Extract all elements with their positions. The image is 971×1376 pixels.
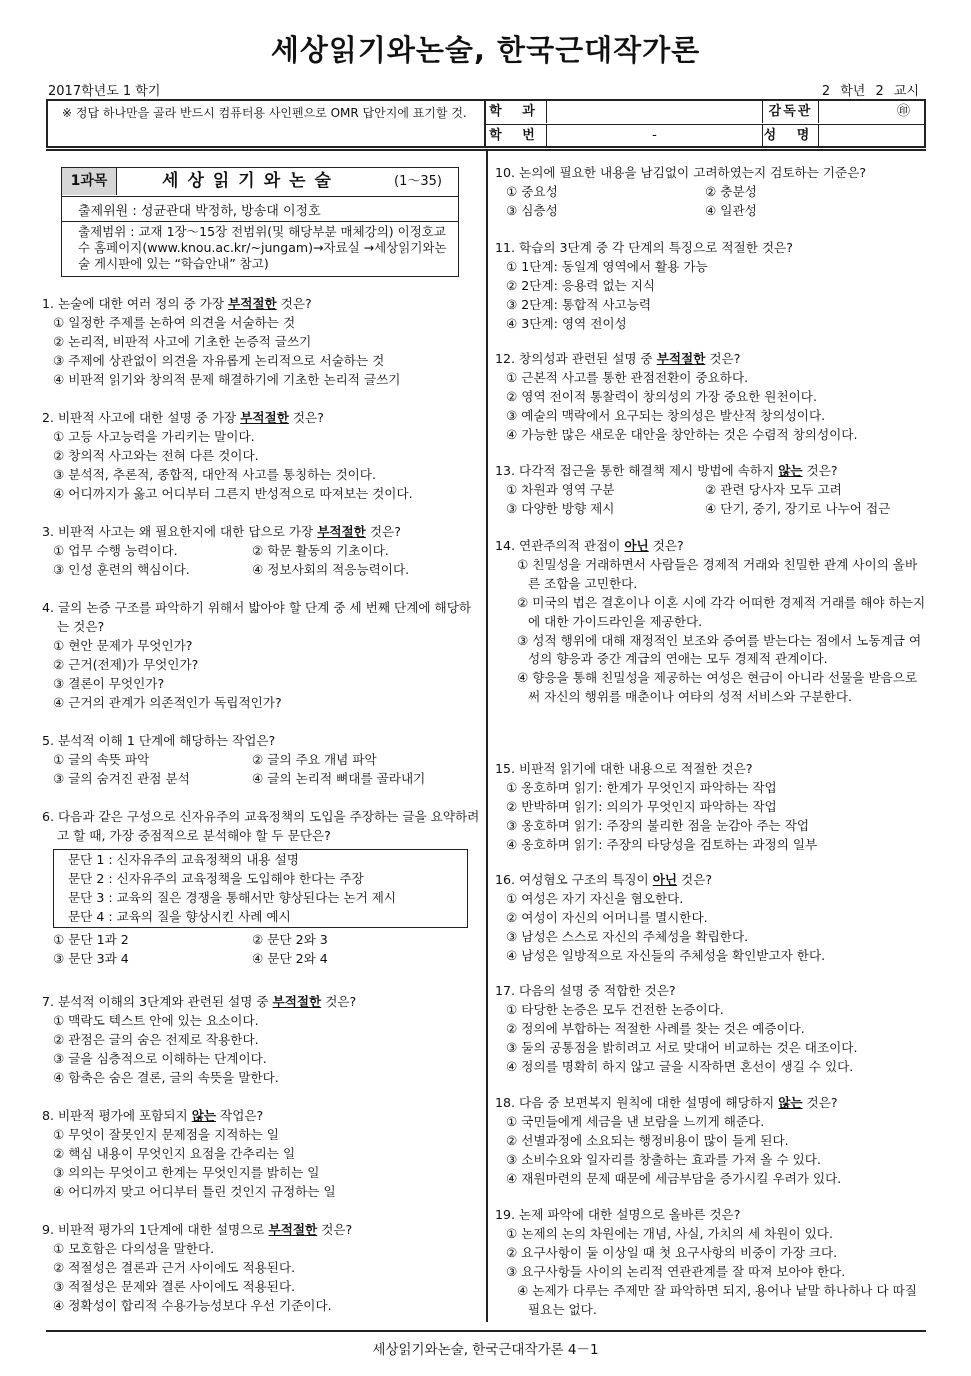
subject-scope: 출제범위 : 교재 1장～15장 전범위(및 해당부분 매체강의) 이정호교수 홈페이지(www.knou.ac.kr/~jungam)→자료실 →세상읽기와논술 게시판에 있는 “학습안내” 참고) xyxy=(78,224,447,271)
option-3[interactable]: ③ 의의는 무엇이고 한계는 무엇인지를 밝히는 일 xyxy=(53,1164,320,1180)
option-1[interactable]: ① 여성은 자기 자신을 혐오한다. xyxy=(506,890,684,906)
option-3[interactable]: ③ 옹호하며 읽기: 주장의 불리한 점을 눈감아 주는 작업 xyxy=(506,817,810,833)
question-9 xyxy=(42,1221,480,1316)
option-2[interactable]: ② 창의적 사고와는 전혀 다른 것이다. xyxy=(53,447,259,463)
option-4[interactable]: ④ 근거의 관계가 의존적인가 독립적인가? xyxy=(53,694,282,710)
question-stem-end: 것은? xyxy=(317,1222,353,1237)
question-4 xyxy=(42,599,480,712)
option-2[interactable]: ② 여성이 자신의 어머니를 멸시한다. xyxy=(506,909,708,925)
option-2[interactable]: ② 문단 2와 3 xyxy=(252,932,328,948)
option-4[interactable]: ④ 문단 2와 4 xyxy=(252,951,328,967)
question-stem: 15. 비판적 읽기에 대한 내용으로 적절한 것은? xyxy=(495,761,753,776)
year-term: 2017학년도 1 학기 xyxy=(48,84,161,99)
question-stem: 3. 비판적 사고는 왜 필요한지에 대한 답으로 가장 xyxy=(42,524,318,539)
option-2[interactable]: ② 관련 당사자 모두 고려 xyxy=(705,481,842,497)
option-2[interactable]: ② 논리적, 비판적 사고에 기초한 논증적 글쓰기 xyxy=(53,333,312,349)
question-7 xyxy=(42,993,480,1088)
option-2[interactable]: ② 충분성 xyxy=(705,183,757,199)
question-emphasis: 부적절한 xyxy=(268,1222,318,1237)
option-1[interactable]: ① 근본적 사고를 통한 관점전환이 중요하다. xyxy=(506,369,749,385)
option-2[interactable]: ② 선별과정에 소요되는 행정비용이 많이 들게 된다. xyxy=(506,1132,789,1148)
exam-title: 세상읽기와논술, 한국근대작가론 xyxy=(270,33,701,67)
option-4[interactable]: ④ 글의 논리적 뼈대를 골라내기 xyxy=(252,770,426,786)
question-18 xyxy=(495,1094,927,1189)
option-1[interactable]: ① 문단 1과 2 xyxy=(53,932,129,948)
option-2[interactable]: ② 2단계: 응용력 없는 지식 xyxy=(506,277,656,293)
option-1[interactable]: ① 옹호하며 읽기: 한계가 무엇인지 파악하는 작업 xyxy=(506,779,777,795)
seal-mark: ㊞ xyxy=(896,104,910,119)
question-emphasis: 부적절한 xyxy=(228,296,277,311)
option-4[interactable]: ④ 비판적 읽기와 창의적 문제 해결하기에 기초한 논리적 글쓰기 xyxy=(53,371,401,387)
option-2[interactable]: ② 글의 주요 개념 파악 xyxy=(252,751,377,767)
question-emphasis: 부적절한 xyxy=(272,994,322,1009)
answer-header-box xyxy=(46,99,926,148)
student-id-label: 학 번 xyxy=(489,128,543,143)
question-11 xyxy=(495,239,927,334)
question-19 xyxy=(495,1206,927,1319)
question-stem-end: 것은? xyxy=(802,1095,838,1110)
question-stem: 12. 창의성과 관련된 설명 중 xyxy=(495,351,657,366)
question-stem: 10. 논의에 필요한 내용을 남김없이 고려하였는지 검토하는 기준은? xyxy=(495,165,867,180)
option-3[interactable]: ③ 소비수요와 일자리를 창출하는 효과를 가져 올 수 있다. xyxy=(506,1151,821,1167)
question-stem-end: 것은? xyxy=(276,296,312,311)
question-stem: 18. 다음 중 보편복지 원칙에 대한 설명에 해당하지 xyxy=(495,1095,779,1110)
question-stem-end: 것은? xyxy=(802,463,838,478)
question-stem-end: 것은? xyxy=(705,351,741,366)
option-4[interactable]: ④ 향응을 통해 친밀성을 제공하는 여성은 현금이 아니라 선물을 받음으로써 자신의 행위를 매춘이나 여타의 성적 서비스와 구분한다. xyxy=(517,670,918,705)
option-1[interactable]: ① 국민들에게 세금을 낸 보람을 느끼게 해준다. xyxy=(506,1113,765,1129)
option-4[interactable]: ④ 일관성 xyxy=(705,202,757,218)
passage-line: 문단 3 : 교육의 질은 경쟁을 통해서만 향상된다는 논거 제시 xyxy=(68,889,397,905)
subject-number: 1과목 xyxy=(62,168,117,195)
option-2[interactable]: ② 관점은 글의 숨은 전제로 작용한다. xyxy=(53,1031,259,1047)
question-10 xyxy=(495,164,927,221)
name-label: 성 명 xyxy=(762,125,818,147)
passage-line: 문단 2 : 신자유주의 교육정책을 도입해야 한다는 주장 xyxy=(68,870,364,886)
option-4[interactable]: ④ 재원마련의 문제 때문에 세금부담을 증가시킬 우려가 있다. xyxy=(506,1170,842,1186)
option-4[interactable]: ④ 옹호하며 읽기: 주장의 타당성을 검토하는 과정의 일부 xyxy=(506,836,818,852)
question-emphasis: 부적절한 xyxy=(240,410,289,425)
question-8 xyxy=(42,1107,480,1202)
option-4[interactable]: ④ 남성은 일방적으로 자신들의 주체성을 확인받고자 한다. xyxy=(506,947,826,963)
option-4[interactable]: ④ 정확성이 합리적 수용가능성보다 우선 기준이다. xyxy=(53,1297,332,1313)
subject-authors: 출제위원 : 성균관대 박정하, 방송대 이정호 xyxy=(78,204,321,219)
question-stem: 16. 여성혐오 구조의 특징이 xyxy=(495,872,653,887)
question-3 xyxy=(42,523,480,580)
question-emphasis: 않는 xyxy=(778,463,803,478)
passage-line: 문단 4 : 교육의 질을 향상시킨 사례 예시 xyxy=(68,908,291,924)
question-5 xyxy=(42,732,480,789)
question-stem-end: 것은? xyxy=(365,524,401,539)
option-4[interactable]: ④ 어디까지 맞고 어디부터 틀린 것인지 규정하는 일 xyxy=(53,1183,336,1199)
question-1 xyxy=(42,295,480,390)
option-2[interactable]: ② 정의에 부합하는 적절한 사례를 찾는 것은 예증이다. xyxy=(506,1020,805,1036)
option-1[interactable]: ① 고등 사고능력을 가리키는 말이다. xyxy=(53,428,255,444)
option-3[interactable]: ③ 결론이 무엇인가? xyxy=(53,675,165,691)
question-emphasis: 아닌 xyxy=(624,538,649,553)
question-stem: 5. 분석적 이해 1 단계에 해당하는 작업은? xyxy=(42,733,276,748)
question-6 xyxy=(42,808,480,969)
footer-divider xyxy=(46,1330,926,1332)
passage-line: 문단 1 : 신자유주의 교육정책의 내용 설명 xyxy=(68,851,299,867)
option-3[interactable]: ③ 예술의 맥락에서 요구되는 창의성은 발산적 창의성이다. xyxy=(506,407,826,423)
question-emphasis: 부적절한 xyxy=(656,351,706,366)
dept-field[interactable] xyxy=(546,101,762,123)
dept-label: 학 과 xyxy=(489,104,543,119)
question-emphasis: 아닌 xyxy=(652,872,678,887)
option-4[interactable]: ④ 3단계: 영역 전이성 xyxy=(506,315,627,331)
question-stem-end: 것은? xyxy=(648,538,684,553)
question-13 xyxy=(495,462,927,519)
question-16 xyxy=(495,871,927,966)
question-emphasis: 부적절한 xyxy=(317,524,366,539)
question-stem-end: 것은? xyxy=(288,410,324,425)
option-3[interactable]: ③ 다양한 방향 제시 xyxy=(506,500,615,516)
option-3[interactable]: ③ 글을 심층적으로 이해하는 단계이다. xyxy=(53,1050,267,1066)
student-id-dash: - xyxy=(652,128,657,143)
question-stem-end: 작업은? xyxy=(216,1108,264,1123)
option-4[interactable]: ④ 논제가 다루는 주제만 잘 파악하면 되지, 용어나 낱말 하나하나 다 따질 필요는 없다. xyxy=(517,1282,917,1317)
option-1[interactable]: ① 맥락도 텍스트 안에 있는 요소이다. xyxy=(53,1012,259,1028)
question-emphasis: 않는 xyxy=(191,1108,217,1123)
option-4[interactable]: ④ 어디까지가 옳고 어디부터 그른지 반성적으로 따져보는 것이다. xyxy=(53,485,413,501)
subject-name: 세상읽기와논술 xyxy=(162,171,340,191)
option-2[interactable]: ② 적절성은 결론과 근거 사이에도 적용된다. xyxy=(53,1259,296,1275)
option-4[interactable]: ④ 정보사회의 적응능력이다. xyxy=(252,561,410,577)
option-3[interactable]: ③ 적절성은 문제와 결론 사이에도 적용된다. xyxy=(53,1278,296,1294)
question-stem: 19. 논제 파악에 대한 설명으로 올바른 것은? xyxy=(495,1207,741,1222)
option-3[interactable]: ③ 글의 숨겨진 관점 분석 xyxy=(53,770,190,786)
name-field[interactable] xyxy=(818,125,924,147)
question-stem: 17. 다음의 설명 중 적합한 것은? xyxy=(495,983,676,998)
option-3[interactable]: ③ 2단계: 통합적 사고능력 xyxy=(506,296,652,312)
subject-separator xyxy=(62,221,458,222)
option-1[interactable]: ① 글의 속뜻 파악 xyxy=(53,751,150,767)
question-stem-end: 것은? xyxy=(321,994,357,1009)
supervisor-label: 감독관 xyxy=(762,101,818,123)
page-footer: 세상읽기와논술, 한국근대작가론 4－1 xyxy=(372,1342,599,1358)
question-stem: 2. 비판적 사고에 대한 설명 중 가장 xyxy=(42,410,241,425)
question-12 xyxy=(495,350,927,445)
option-2[interactable]: ② 근거(전제)가 무엇인가? xyxy=(53,656,199,672)
subject-range: (1～35) xyxy=(394,174,442,189)
option-1[interactable]: ① 논제의 논의 차원에는 개념, 사실, 가치의 세 차원이 있다. xyxy=(506,1225,833,1241)
option-4[interactable]: ④ 가능한 많은 새로운 대안을 창안하는 것은 수렴적 창의성이다. xyxy=(506,426,858,442)
option-1[interactable]: ① 일정한 주제를 논하여 의견을 서술하는 것 xyxy=(53,314,296,330)
student-info-grid xyxy=(486,101,924,146)
option-2[interactable]: ② 학문 활동의 기초이다. xyxy=(252,542,389,558)
option-4[interactable]: ④ 함축은 숨은 결론, 글의 속뜻을 말한다. xyxy=(53,1069,279,1085)
option-3[interactable]: ③ 성적 행위에 대해 재정적인 보조와 증여를 받는다는 점에서 노동계급 여성의 향응과 중간 계급의 연애는 모두 경제적 관계이다. xyxy=(517,632,922,667)
question-stem: 13. 다각적 접근을 통한 해결책 제시 방법에 속하지 xyxy=(495,463,779,478)
option-1[interactable]: ① 업무 수행 능력이다. xyxy=(53,542,178,558)
question-passage xyxy=(53,849,468,929)
option-2[interactable]: ② 미국의 법은 결혼이나 이혼 시에 각각 어떠한 경제적 거래를 해야 하는지에 대한 가이드라인을 제공한다. xyxy=(517,594,926,629)
option-2[interactable]: ② 핵심 내용이 무엇인지 요점을 간추리는 일 xyxy=(53,1145,296,1161)
option-4[interactable]: ④ 단기, 중기, 장기로 나누어 접근 xyxy=(705,500,891,516)
option-3[interactable]: ③ 문단 3과 4 xyxy=(53,951,129,967)
option-3[interactable]: ③ 요구사항들 사이의 논리적 연관관계를 잘 따져 보아야 한다. xyxy=(506,1263,846,1279)
option-3[interactable]: ③ 남성은 스스로 자신의 주체성을 확립한다. xyxy=(506,928,749,944)
student-id-field[interactable] xyxy=(546,125,762,147)
question-2 xyxy=(42,409,480,504)
option-1[interactable]: ① 모호함은 다의성을 말한다. xyxy=(53,1240,215,1256)
option-1[interactable]: ① 타당한 논증은 모두 건전한 논증이다. xyxy=(506,1001,724,1017)
question-stem: 4. 글의 논증 구조를 파악하기 위해서 밟아야 할 단계 중 세 번째 단계에 해당하는 것은? xyxy=(42,600,472,634)
question-15 xyxy=(495,760,927,855)
option-1[interactable]: ① 중요성 xyxy=(506,183,558,199)
question-14 xyxy=(495,537,927,707)
question-stem-end: 것은? xyxy=(677,872,713,887)
option-4[interactable]: ④ 정의를 명확히 하지 않고 글을 시작하면 혼선이 생길 수 있다. xyxy=(506,1058,854,1074)
option-3[interactable]: ③ 둘의 공통점을 밝히려고 서로 맞대어 비교하는 것은 대조이다. xyxy=(506,1039,858,1055)
question-stem: 9. 비판적 평가의 1단계에 대한 설명으로 xyxy=(42,1222,269,1237)
question-stem: 7. 분석적 이해의 3단계와 관련된 설명 중 xyxy=(42,994,273,1009)
question-stem: 1. 논술에 대한 여러 정의 중 가장 xyxy=(42,296,229,311)
question-stem: 8. 비판적 평가에 포함되지 xyxy=(42,1108,192,1123)
column-divider xyxy=(486,149,488,1322)
option-1[interactable]: ① 1단계: 동일계 영역에서 활용 가능 xyxy=(506,258,708,274)
question-17 xyxy=(495,982,927,1077)
option-2[interactable]: ② 영역 전이적 통찰력이 창의성의 가장 중요한 원천이다. xyxy=(506,388,817,404)
option-3[interactable]: ③ 인성 훈련의 핵심이다. xyxy=(53,561,190,577)
option-2[interactable]: ② 반박하며 읽기: 의의가 무엇인지 파악하는 작업 xyxy=(506,798,777,814)
question-stem: 11. 학습의 3단계 중 각 단계의 특징으로 적절한 것은? xyxy=(495,240,793,255)
option-3[interactable]: ③ 분석적, 추론적, 종합적, 대안적 사고를 통칭하는 것이다. xyxy=(53,466,376,482)
option-3[interactable]: ③ 심층성 xyxy=(506,202,558,218)
option-2[interactable]: ② 요구사항이 둘 이상일 때 첫 요구사항의 비중이 가장 크다. xyxy=(506,1244,838,1260)
omr-notice: ※ 정답 하나만을 골라 반드시 컴퓨터용 사인펜으로 OMR 답안지에 표기할 것. xyxy=(48,101,486,146)
supervisor-field[interactable] xyxy=(818,101,924,123)
subject-header xyxy=(62,168,458,197)
option-1[interactable]: ① 무엇이 잘못인지 문제점을 지적하는 일 xyxy=(53,1126,279,1142)
option-3[interactable]: ③ 주제에 상관없이 의견을 자유롭게 논리적으로 서술하는 것 xyxy=(53,352,385,368)
option-1[interactable]: ① 차원과 영역 구분 xyxy=(506,481,615,497)
subject-box xyxy=(61,167,459,277)
question-stem: 6. 다음과 같은 구성으로 신자유주의 교육정책의 도입을 주장하는 글을 요약하려고 할 때, 가장 중점적으로 분석해야 할 두 문단은? xyxy=(42,809,480,843)
option-1[interactable]: ① 친밀성을 거래하면서 사람들은 경제적 거래와 친밀한 관계 사이의 올바른 조합을 고민한다. xyxy=(517,556,918,591)
option-1[interactable]: ① 현안 문제가 무엇인가? xyxy=(53,637,193,653)
question-stem: 14. 연관주의적 관점이 xyxy=(495,538,625,553)
grade-period: 2 학년 2 교시 xyxy=(821,84,919,99)
question-emphasis: 않는 xyxy=(778,1095,803,1110)
